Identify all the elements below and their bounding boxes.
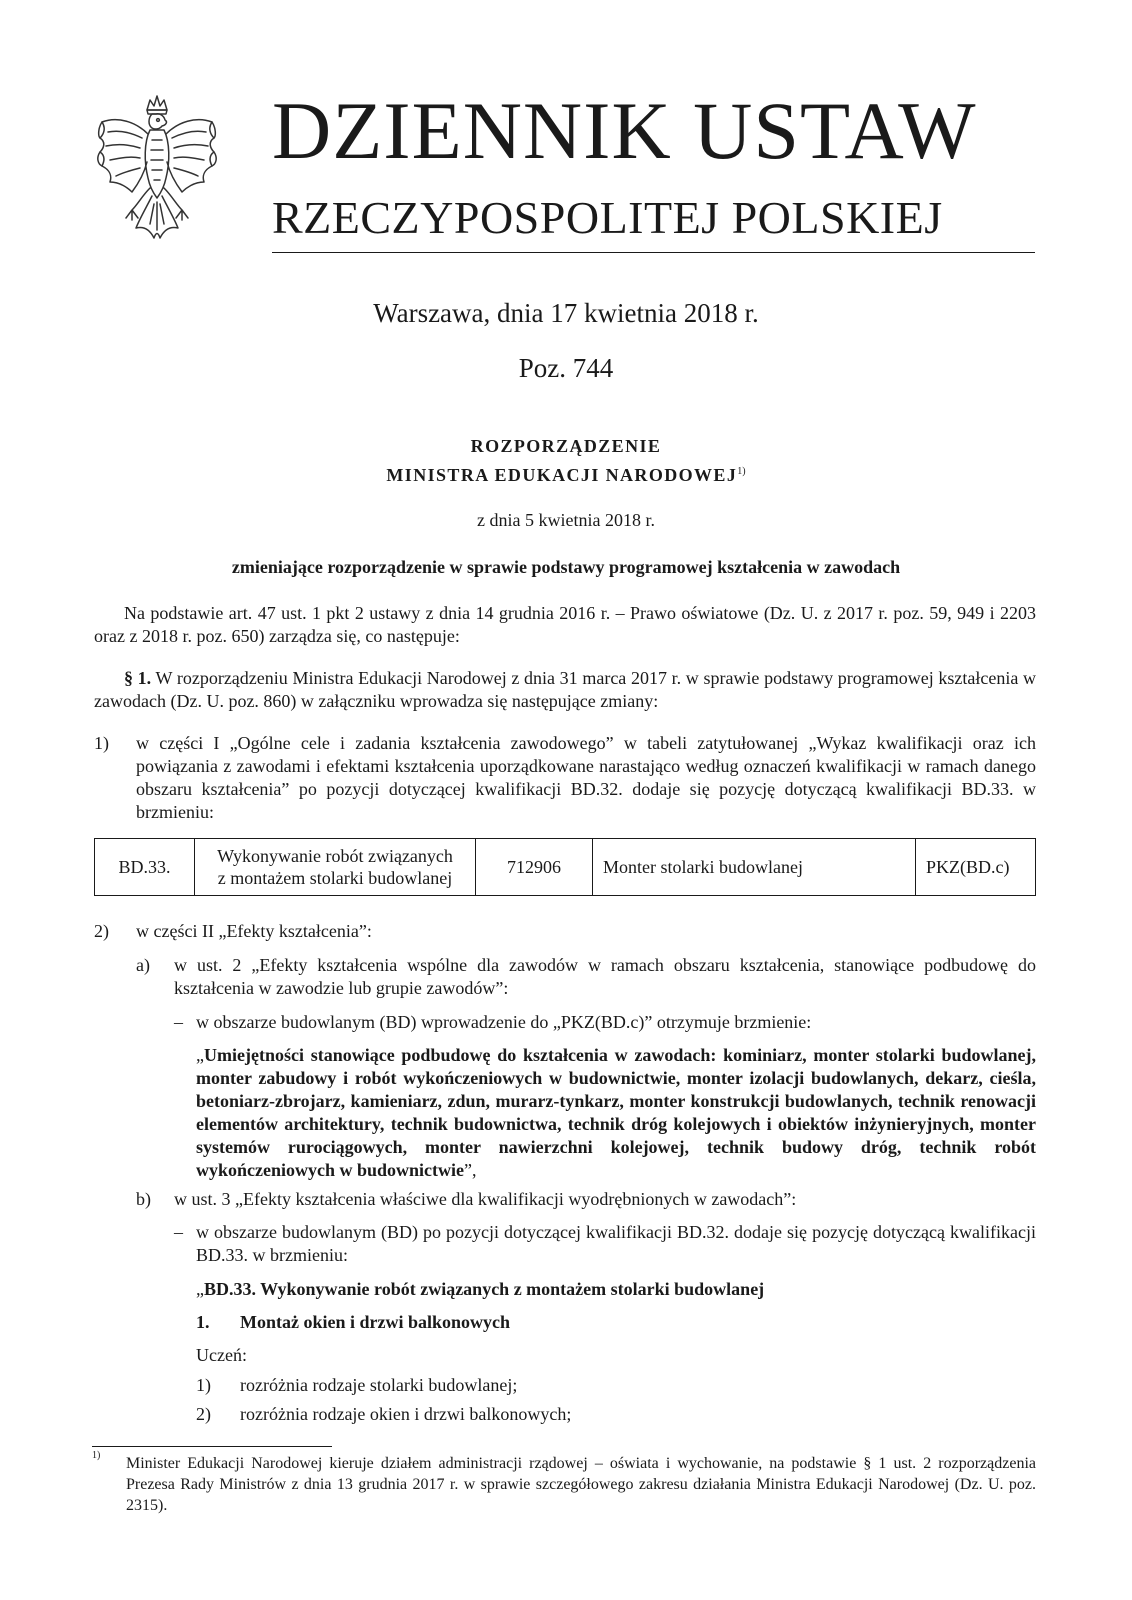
footnote-divider: [92, 1446, 332, 1447]
table-cell-occupation: Monter stolarki budowlanej: [593, 839, 916, 896]
section-title: Montaż okien i drzwi balkonowych: [240, 1312, 511, 1332]
position-number: Poz. 744: [518, 353, 614, 383]
point-1-number: 1): [94, 733, 109, 753]
table-cell-pkz: PKZ(BD.c): [916, 839, 1036, 896]
point-2-text: w części II „Efekty kształcenia”:: [136, 921, 372, 941]
letter-a-text: w ust. 2 „Efekty kształcenia wspólne dla zawodów w ramach obszaru kształcenia, stanowiące podbudowę do kształcenia w zawodzie lub grupie zawodów”:: [174, 955, 1036, 998]
dash-a: –: [174, 1012, 183, 1032]
section-number: 1.: [196, 1312, 210, 1332]
paragraph-1: [94, 667, 1036, 713]
paragraph-1-label: § 1.: [124, 668, 152, 688]
paragraph-1-text: W rozporządzeniu Ministra Edukacji Narodowej z dnia 31 marca 2017 r. w sprawie podstawy programowej kształcenia w zawodach (Dz. U. poz. 860) w załączniku wprowadza się następujące zmiany:: [94, 668, 1036, 711]
preamble: Na podstawie art. 47 ust. 1 pkt 2 ustawy z dnia 14 grudnia 2016 r. – Prawo oświatowe (Dz. U. z 2017 r. poz. 59, 949 i 2203 oraz z 2018 r. poz. 650) zarządza się, co następuje:: [94, 603, 1036, 646]
list-item-number: 1): [196, 1375, 211, 1395]
qualification-line-2: z montażem stolarki budowlanej: [217, 868, 453, 888]
qualification-line-1: Wykonywanie robót związanych: [217, 846, 453, 866]
list-item: rozróżnia rodzaje stolarki budowlanej;: [240, 1375, 518, 1395]
act-issuer: [0, 460, 1132, 487]
quoted-skills: [196, 1044, 1036, 1182]
act-type: ROZPORZĄDZENIE: [470, 436, 662, 456]
publication-subtitle: RZECZYPOSPOLITEJ POLSKIEJ: [272, 192, 943, 243]
quote-open-b: „: [196, 1279, 204, 1299]
dash-b: –: [174, 1222, 183, 1242]
act-subject: zmieniające rozporządzenie w sprawie podstawy programowej kształcenia w zawodach: [231, 557, 901, 577]
list-item: rozróżnia rodzaje okien i drzwi balkonowych;: [240, 1404, 572, 1424]
dash-b-text: w obszarze budowlanym (BD) po pozycji dotyczącej kwalifikacji BD.32. dodaje się pozycję dotyczącą kwalifikacji BD.33. w brzmieniu:: [196, 1222, 1036, 1265]
point-2-number: 2): [94, 921, 109, 941]
point-1-text: w części I „Ogólne cele i zadania kształcenia zawodowego” w tabeli zatytułowanej „Wykaz kwalifikacji oraz ich powiązania z zawodami i efektami kształcenia uporządkowane narastająco według oznaczeń kwalifikacji w ramach danego obszaru kształcenia” po pozycji dotyczącej kwalifikacji BD.32. dodaje się pozycję dotyczącą kwalifikacji BD.33. w brzmieniu:: [136, 733, 1036, 822]
table-row: [95, 839, 1036, 896]
dash-a-text: w obszarze budowlanym (BD) wprowadzenie do „PKZ(BD.c)” otrzymuje brzmienie:: [196, 1012, 812, 1032]
footnote-mark: 1): [92, 1450, 101, 1461]
act-issuer-text: MINISTRA EDUKACJI NARODOWEJ: [386, 465, 738, 485]
pupil-label: Uczeń:: [196, 1345, 247, 1365]
letter-b: b): [136, 1189, 151, 1209]
table-cell-code: BD.33.: [95, 839, 195, 896]
quoted-skills-text: Umiejętności stanowiące podbudowę do kształcenia w zawodach: kominiarz, monter stolarki budowlanej, monter zabudowy i robót wykończeniowych w budownictwie, monter izolacji budowlanych, dekarz, cieśla, betoniarz-zbrojarz, kamieniarz, zdun, murarz-tynkarz, monter konstrukcji budowlanych, technik renowacji elementów architektury, technik budownictwa, technik dróg kolejowych i obiektów inżynieryjnych, monter systemów rurociągowych, monter nawierzchni kolejowej, technik budowy dróg, technik robót wykończeniowych w budownictwie: [196, 1045, 1036, 1180]
list-item-number: 2): [196, 1404, 211, 1424]
qualification-table: [94, 838, 1036, 896]
footnote-reference[interactable]: 1): [737, 466, 746, 477]
letter-b-text: w ust. 3 „Efekty kształcenia właściwe dla kwalifikacji wyodrębnionych w zawodach”:: [174, 1189, 797, 1209]
act-date: z dnia 5 kwietnia 2018 r.: [477, 510, 655, 530]
eagle-emblem-icon: [92, 92, 222, 250]
header-divider: [272, 252, 1035, 253]
table-cell-occupation-code: 712906: [476, 839, 593, 896]
qualification-heading: [196, 1278, 1036, 1301]
footnote-text: Minister Edukacji Narodowej kieruje działem administracji rządowej – oświata i wychowanie, na podstawie § 1 ust. 2 rozporządzenia Prezesa Rady Ministrów z dnia 13 grudnia 2017 r. w sprawie szczegółowego zakresu działania Ministra Edukacji Narodowej (Dz. U. poz. 2315).: [126, 1455, 1036, 1514]
quote-close: ”,: [464, 1160, 477, 1180]
quote-open: „: [196, 1045, 204, 1065]
letter-a: a): [136, 955, 150, 975]
table-cell-qualification: [195, 839, 476, 896]
issue-date: Warszawa, dnia 17 kwietnia 2018 r.: [373, 298, 759, 328]
qualification-heading-text: BD.33. Wykonywanie robót związanych z montażem stolarki budowlanej: [204, 1279, 765, 1299]
publication-title: DZIENNIK USTAW: [272, 85, 977, 176]
